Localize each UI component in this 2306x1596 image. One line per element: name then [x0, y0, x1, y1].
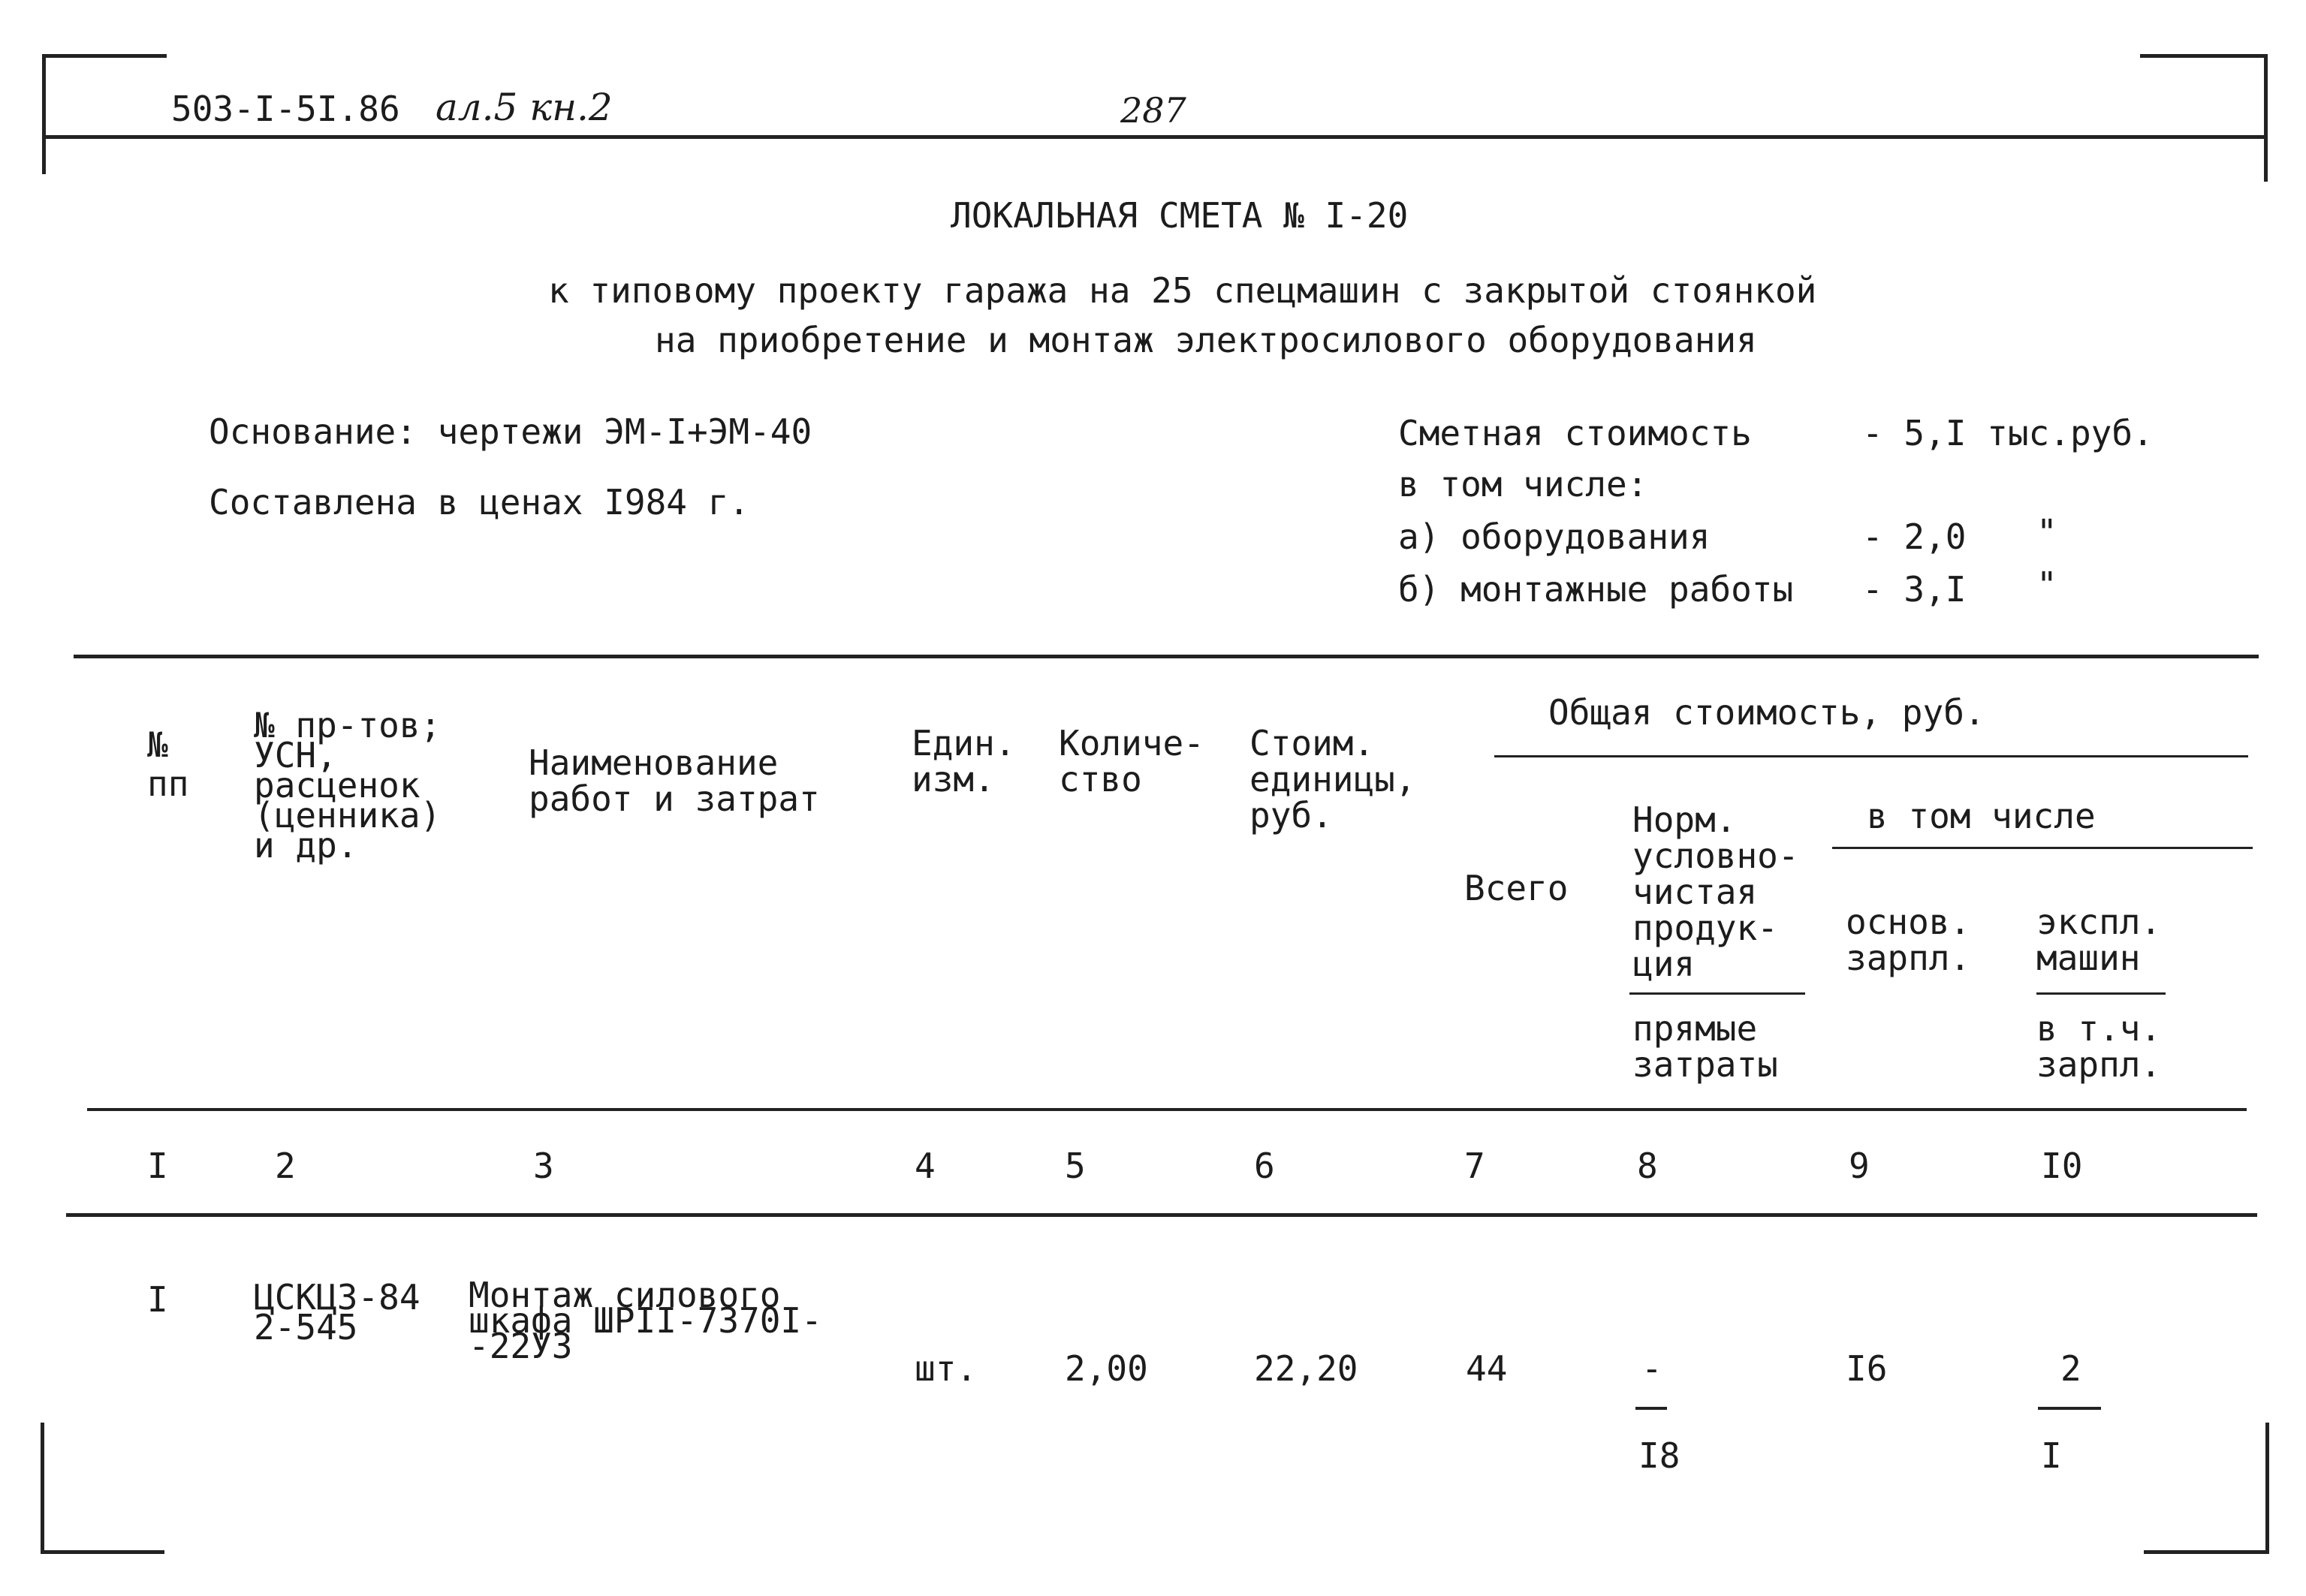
frame-top-left-vertical	[42, 54, 46, 174]
title-line-2: на приобретение и монтаж электросилового оборудования	[655, 320, 1757, 360]
row-base-wages: I6	[1846, 1348, 1888, 1389]
row-price-code: ЦСКЦ3-84 2-545	[254, 1277, 421, 1348]
equipment-cost-value: - 2,0	[1862, 516, 1967, 557]
frame-top-left-horizontal	[42, 54, 167, 58]
handwritten-reference: ал.5 кн.2	[436, 86, 613, 129]
column-number-8: 8	[1637, 1146, 1658, 1186]
column-number-5: 5	[1065, 1146, 1086, 1186]
row-number: I	[147, 1279, 168, 1320]
row-unit: шт.	[915, 1348, 978, 1389]
column-number-1: I	[147, 1146, 168, 1186]
document-code: 503-I-5I.86	[171, 89, 400, 129]
row-total: 44	[1466, 1348, 1508, 1389]
estimated-cost-label: Сметная стоимость	[1398, 413, 1752, 453]
price-base-year: Составлена в ценах I984 г.	[209, 482, 750, 522]
row-col10-fraction-rule	[2038, 1407, 2101, 1410]
header-work-name: Наименование работ и затрат	[529, 742, 820, 819]
row-unit-cost: 22,20	[1254, 1348, 1358, 1389]
header-direct-costs: прямые затраты	[1632, 1008, 1778, 1085]
column-number-7: 7	[1464, 1146, 1485, 1186]
header-unit: Един. изм.	[912, 723, 1016, 800]
frame-top-right-vertical	[2264, 54, 2268, 182]
column-number-2: 2	[275, 1146, 296, 1186]
header-rule	[42, 135, 2268, 139]
table-top-rule	[74, 655, 2259, 658]
header-base-wages: основ. зарпл.	[1846, 902, 1971, 978]
column-number-4: 4	[915, 1146, 936, 1186]
header-total: Всего	[1464, 868, 1569, 908]
total-group-rule	[1494, 755, 2248, 757]
installation-cost-value: - 3,I	[1862, 569, 1967, 610]
page-number: 287	[1120, 90, 1186, 131]
row-direct-costs: I8	[1638, 1435, 1681, 1476]
title-line-1: к типовому проекту гаража на 25 спецмашин с закрытой стоянкой	[548, 270, 1817, 311]
header-machine-wages: в т.ч. зарпл.	[2036, 1008, 2162, 1085]
row-quantity: 2,00	[1065, 1348, 1148, 1389]
row-net-production: -	[1641, 1348, 1662, 1389]
column-number-9: 9	[1849, 1146, 1870, 1186]
basis-drawings: Основание: чертежи ЭМ-I+ЭМ-40	[209, 411, 812, 452]
col10-divider-rule	[2036, 992, 2166, 995]
row-col8-fraction-rule	[1635, 1407, 1667, 1410]
installation-cost-label: б) монтажные работы	[1398, 569, 1794, 610]
row-machine-wages: I	[2041, 1435, 2062, 1476]
column-number-10: I0	[2041, 1146, 2083, 1186]
col8-divider-rule	[1629, 992, 1805, 995]
installation-cost-ditto: "	[2036, 565, 2057, 605]
header-net-production: Норм. условно- чистая продук- ция	[1632, 800, 1799, 984]
estimated-cost-value: - 5,I тыс.руб.	[1862, 413, 2154, 453]
column-numbers-bottom-rule	[66, 1213, 2257, 1217]
estimate-heading: ЛОКАЛЬНАЯ СМЕТА № I-20	[951, 195, 1409, 236]
header-machine-operation: экспл. машин	[2036, 902, 2162, 978]
header-row-number: № пп	[147, 724, 189, 804]
header-bottom-rule	[87, 1108, 2247, 1111]
frame-bottom-left-horizontal	[41, 1550, 164, 1554]
row-work-name: Монтаж силового шкафа ШРII-7370I- -22У3	[469, 1275, 822, 1366]
equipment-cost-label: а) оборудования	[1398, 516, 1711, 557]
frame-bottom-right-horizontal	[2144, 1550, 2269, 1554]
header-item-codes: № пр-тов; УСН, расценок (ценника) и др.	[254, 705, 442, 866]
frame-bottom-right-vertical	[2265, 1423, 2269, 1554]
column-number-6: 6	[1254, 1146, 1275, 1186]
equipment-cost-ditto: "	[2036, 512, 2057, 553]
frame-top-right-horizontal	[2140, 54, 2268, 58]
column-number-3: 3	[533, 1146, 554, 1186]
header-unit-cost: Стоим. единицы, руб.	[1249, 723, 1416, 836]
including-group-rule	[1832, 847, 2253, 849]
header-total-cost-group: Общая стоимость, руб.	[1548, 692, 1985, 733]
header-including-group: в том числе	[1867, 796, 2096, 836]
frame-bottom-left-vertical	[41, 1423, 44, 1554]
cost-including-label: в том числе:	[1398, 464, 1648, 504]
row-machine-operation: 2	[2060, 1348, 2081, 1389]
header-quantity: Количе- ство	[1059, 723, 1204, 800]
